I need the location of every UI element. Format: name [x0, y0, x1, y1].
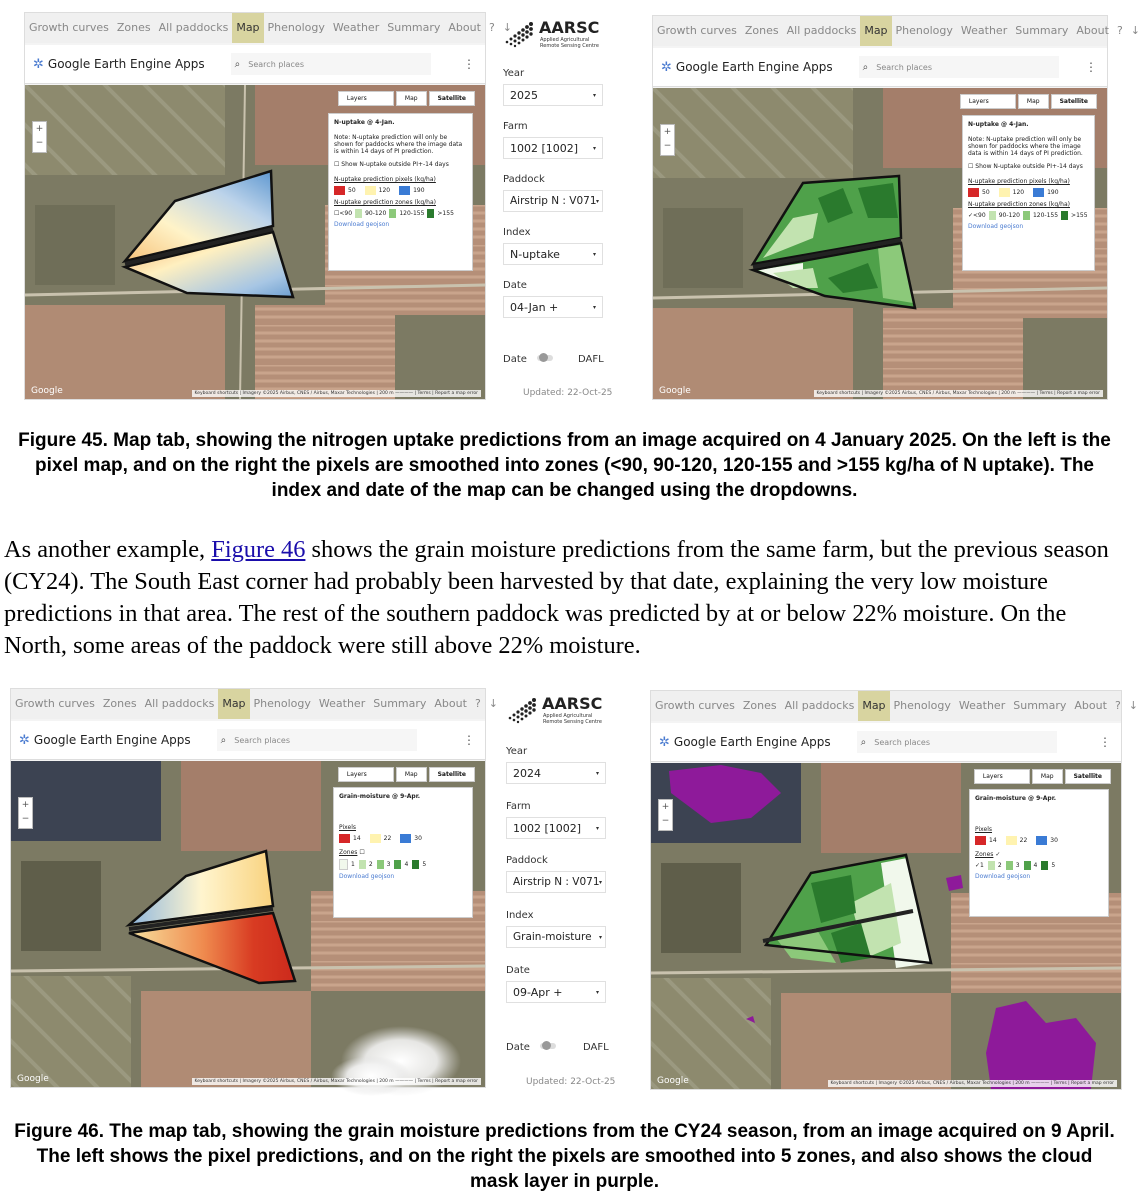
- gee-logo-icon: ✲: [659, 734, 670, 750]
- pixel-val-mid: 120: [378, 187, 391, 194]
- more-options-icon[interactable]: ⋮: [463, 733, 475, 747]
- year-select[interactable]: [506, 762, 606, 784]
- gee-header: [11, 721, 485, 760]
- zoom-out-button[interactable]: −: [661, 816, 670, 826]
- zoom-in-button[interactable]: +: [663, 127, 672, 137]
- swatch-high: [399, 186, 410, 195]
- tab-zones[interactable]: Zones: [742, 699, 777, 712]
- tab-zones[interactable]: Zones: [116, 21, 151, 34]
- google-label: Google: [17, 1074, 49, 1084]
- fig46-left-screenshot: [10, 688, 498, 1088]
- swatch-high: [1036, 836, 1047, 845]
- zone-val: 2: [997, 862, 1002, 869]
- zoom-control[interactable]: [32, 121, 47, 153]
- toggle-knob: [539, 353, 548, 362]
- chevron-down-icon: ▾: [598, 933, 602, 941]
- year-value: 2024: [513, 766, 541, 780]
- fig46-control-panel: [506, 744, 616, 1090]
- tab-phenology[interactable]: Phenology: [267, 21, 325, 34]
- farm-select[interactable]: [503, 137, 603, 159]
- tab-about[interactable]: About: [1076, 24, 1109, 37]
- tab-phenology[interactable]: Phenology: [893, 699, 951, 712]
- aarsc-line1: Applied Agricultural: [540, 37, 590, 43]
- farm-label: Farm: [503, 121, 528, 132]
- legend-note: Note: N-uptake prediction will only be shown for paddocks where the image data is within 14 days of PI prediction.: [968, 136, 1083, 157]
- zones-checkbox[interactable]: ☐: [357, 849, 365, 856]
- aarsc-logo-icon: [506, 696, 542, 726]
- zone-val: 5: [1051, 862, 1056, 869]
- help-icon[interactable]: ?: [488, 21, 495, 34]
- aarsc-logo: [506, 694, 616, 734]
- help-icon[interactable]: ?: [474, 697, 481, 710]
- toggle-knob: [542, 1041, 551, 1050]
- zoom-out-button[interactable]: −: [663, 141, 672, 151]
- chevron-down-icon: ▾: [595, 824, 599, 832]
- gee-logo-icon: ✲: [33, 56, 44, 72]
- map-area[interactable]: [651, 763, 1121, 1089]
- legend-note: Note: N-uptake prediction will only be shown for paddocks where the image data is within 14 days of PI prediction.: [334, 134, 463, 155]
- tab-all-paddocks[interactable]: All paddocks: [144, 697, 215, 710]
- layer-switcher[interactable]: [972, 769, 1111, 784]
- map-attribution: Keyboard shortcuts | Imagery ©2025 Airbus, CNES / Airbus, Maxar Technologies | 200 m ———— | Terms | Report a map error: [828, 1080, 1117, 1087]
- zone-val: 1: [980, 862, 984, 869]
- date-value: 04-Jan +: [510, 300, 559, 314]
- zone-check: ✓: [975, 862, 981, 869]
- dafl-label: DAFL: [578, 354, 604, 365]
- dafl-label: DAFL: [583, 1042, 609, 1053]
- pixel-val-low: 50: [982, 189, 990, 196]
- tab-bar: [653, 16, 1140, 46]
- zone-swatch: [339, 859, 348, 870]
- zone-swatch: [1041, 861, 1048, 870]
- legend-panel: [328, 113, 473, 271]
- map-attribution: Keyboard shortcuts | Imagery ©2025 Airbus, CNES / Airbus, Maxar Technologies | 200 m ———— | Terms | Report a map error: [192, 1078, 481, 1085]
- checkbox[interactable]: ☐: [334, 161, 342, 168]
- aarsc-logo-icon: [503, 20, 539, 50]
- pixels-title: Pixels: [975, 826, 993, 833]
- help-icon[interactable]: ?: [1116, 24, 1123, 37]
- map-button[interactable]: Map: [1018, 94, 1049, 109]
- year-select[interactable]: [503, 84, 603, 106]
- chevron-down-icon: ▾: [598, 878, 602, 886]
- satellite-button[interactable]: Satellite: [429, 767, 475, 782]
- search-box[interactable]: [859, 56, 1059, 78]
- tab-phenology[interactable]: Phenology: [895, 24, 953, 37]
- tab-summary[interactable]: Summary: [387, 21, 441, 34]
- layers-dropdown[interactable]: Layers: [960, 94, 1016, 109]
- search-box[interactable]: [231, 53, 431, 75]
- legend-title: N-uptake @ 4-Jan.: [968, 121, 1029, 128]
- gee-title: Google Earth Engine Apps: [47, 57, 205, 71]
- swatch-high: [1033, 188, 1044, 197]
- aarsc-line2: Remote Sensing Centre: [543, 719, 602, 725]
- aarsc-line2: Remote Sensing Centre: [540, 43, 599, 49]
- paddock-value: Airstrip N : V071: [513, 876, 600, 888]
- map-attribution: Keyboard shortcuts | Imagery ©2025 Airbus, CNES / Airbus, Maxar Technologies | 200 m ———— | Terms | Report a map error: [192, 390, 481, 397]
- tab-all-paddocks[interactable]: All paddocks: [784, 699, 855, 712]
- search-input[interactable]: Search places: [876, 62, 932, 72]
- zones-checkbox[interactable]: ✓: [993, 851, 1001, 858]
- google-label: Google: [659, 386, 691, 396]
- map-attribution: Keyboard shortcuts | Imagery ©2025 Airbus, CNES / Airbus, Maxar Technologies | 200 m ———— | Terms | Report a map error: [814, 390, 1103, 397]
- gee-header: [25, 45, 485, 84]
- zone-swatch: [1006, 861, 1013, 870]
- legend-title: Grain-moisture @ 9-Apr.: [975, 795, 1057, 802]
- download-geojson-link[interactable]: Download geojson: [339, 873, 395, 880]
- zoom-in-button[interactable]: +: [21, 800, 30, 810]
- more-options-icon[interactable]: ⋮: [463, 57, 475, 71]
- tab-map[interactable]: Map: [858, 691, 889, 721]
- date-label: Date: [503, 280, 527, 291]
- swatch-low: [968, 188, 979, 197]
- zone-val: >155: [437, 210, 454, 217]
- zone-swatch: [1061, 211, 1068, 220]
- tab-zones[interactable]: Zones: [102, 697, 137, 710]
- farm-value: 1002 [1002]: [510, 141, 579, 155]
- fig45-left-screenshot: [24, 12, 512, 400]
- zone-swatch: [355, 209, 362, 218]
- search-input[interactable]: Search places: [874, 737, 930, 747]
- date-dafl-toggle[interactable]: [540, 1043, 556, 1049]
- zone-val: <90: [339, 210, 353, 217]
- gee-logo-icon: ✲: [661, 59, 672, 75]
- zoom-control[interactable]: [660, 124, 675, 156]
- map-button[interactable]: Map: [1032, 769, 1063, 784]
- date-toggle-label: Date: [503, 354, 527, 365]
- search-icon: ⌕: [860, 736, 867, 748]
- paddock-select[interactable]: [503, 190, 603, 212]
- satellite-button[interactable]: Satellite: [1051, 94, 1097, 109]
- paddock-label: Paddock: [503, 174, 545, 185]
- zoom-in-button[interactable]: +: [661, 802, 670, 812]
- tab-summary[interactable]: Summary: [373, 697, 427, 710]
- zone-swatch: [359, 860, 366, 869]
- zone-val: 3: [386, 861, 391, 868]
- pixel-val-low: 14: [353, 835, 361, 842]
- date-value: 09-Apr +: [513, 985, 563, 999]
- legend-panel: [333, 787, 473, 918]
- download-geojson-link[interactable]: Download geojson: [334, 221, 390, 228]
- fig45-right-screenshot: [652, 15, 1140, 400]
- farm-label: Farm: [506, 801, 531, 812]
- zone-val: >155: [1071, 212, 1088, 219]
- map-area[interactable]: [25, 85, 485, 399]
- search-box[interactable]: [217, 729, 417, 751]
- zoom-control[interactable]: [18, 797, 33, 829]
- zones-title: N-uptake prediction zones (kg/ha): [968, 201, 1070, 208]
- swatch-mid: [999, 188, 1010, 197]
- swatch-high: [400, 834, 411, 843]
- paddock-select[interactable]: [506, 871, 606, 893]
- download-geojson-link[interactable]: Download geojson: [975, 873, 1031, 880]
- zones-title: N-uptake prediction zones (kg/ha): [334, 199, 436, 206]
- satellite-button[interactable]: Satellite: [429, 91, 475, 106]
- zoom-control[interactable]: [658, 799, 673, 831]
- search-input[interactable]: Search places: [234, 735, 290, 745]
- date-toggle-label: Date: [506, 1042, 530, 1053]
- zone-val: 90-120: [365, 210, 387, 217]
- download-icon[interactable]: ↓: [502, 21, 512, 34]
- pixel-val-high: 190: [413, 187, 425, 194]
- swatch-mid: [365, 186, 376, 195]
- index-value: Grain-moisture: [513, 931, 592, 943]
- tab-map[interactable]: Map: [232, 13, 263, 43]
- chevron-down-icon: ▾: [595, 988, 599, 996]
- zone-swatch: [1023, 211, 1030, 220]
- zone-swatch: [989, 211, 996, 220]
- search-icon: ⌕: [862, 61, 869, 73]
- paragraph-rest: shows the grain moisture predictions from the same farm, but the previous season (CY24). The South East corner had probably been harvested by that date, explaining the very low moisture predictions in that area. The rest of the southern paddock was predicted by at or below 22% moisture. On the North, some areas of the paddock were still above 22% moisture.: [4, 536, 1109, 659]
- figure-46-link[interactable]: Figure 46: [211, 536, 306, 563]
- tab-all-paddocks[interactable]: All paddocks: [158, 21, 229, 34]
- zone-val: 5: [422, 861, 427, 868]
- legend-title: Grain-moisture @ 9-Apr.: [339, 793, 421, 800]
- updated-text: Updated: 22-Oct-25: [526, 1077, 616, 1087]
- year-value: 2025: [510, 88, 538, 102]
- zones-title: Zones: [975, 851, 994, 858]
- gee-logo-icon: ✲: [19, 732, 30, 748]
- aarsc-name: AARSC: [542, 694, 603, 713]
- legend-panel: [969, 789, 1109, 917]
- swatch-low: [339, 834, 350, 843]
- legend-title: N-uptake @ 4-Jan.: [334, 119, 395, 126]
- paddock-value: Airstrip N : V071: [510, 195, 597, 207]
- pixel-val-high: 30: [1050, 837, 1058, 844]
- gee-header: [651, 723, 1121, 762]
- pixels-title: N-uptake prediction pixels (kg/ha): [968, 178, 1070, 185]
- tab-map[interactable]: Map: [860, 16, 891, 46]
- aarsc-logo: [503, 18, 613, 58]
- satellite-button[interactable]: Satellite: [1065, 769, 1111, 784]
- zone-swatch: [377, 860, 384, 869]
- tab-about[interactable]: About: [448, 21, 481, 34]
- figure-46-caption: Figure 46. The map tab, showing the grain moisture predictions from the CY24 season, from an image acquired on 9 April. The left shows the pixel predictions, and on the right the pixels are smoothed into 5 zones, and also shows the cloud mask layer in purple.: [14, 1121, 1115, 1192]
- zone-val: 4: [1033, 862, 1038, 869]
- pixel-val-low: 14: [989, 837, 997, 844]
- chevron-down-icon: ▾: [592, 91, 596, 99]
- download-icon[interactable]: ↓: [1130, 24, 1140, 37]
- zoom-in-button[interactable]: +: [35, 124, 44, 134]
- tab-bar: [25, 13, 512, 43]
- pixel-val-high: 190: [1047, 189, 1059, 196]
- body-paragraph: [4, 534, 1129, 662]
- swatch-low: [975, 836, 986, 845]
- tab-phenology[interactable]: Phenology: [253, 697, 311, 710]
- show-outside-label: Show N-uptake outside PI+-14 days: [975, 163, 1083, 170]
- gee-title: Google Earth Engine Apps: [673, 735, 831, 749]
- fig45-control-panel: [503, 66, 613, 406]
- chevron-down-icon: ▾: [592, 144, 596, 152]
- zone-val: 120-155: [1032, 212, 1059, 219]
- zone-val: 120-155: [399, 210, 425, 217]
- zone-check[interactable]: ✓: [968, 212, 974, 219]
- index-label: Index: [503, 227, 531, 238]
- layer-switcher[interactable]: [336, 767, 475, 782]
- zone-val: <90: [973, 212, 986, 219]
- zones-title: Zones: [339, 849, 358, 856]
- download-geojson-link[interactable]: Download geojson: [968, 223, 1024, 230]
- date-select[interactable]: [503, 296, 603, 318]
- show-outside-label: Show N-uptake outside PI+-14 days: [341, 161, 449, 168]
- tab-zones[interactable]: Zones: [744, 24, 779, 37]
- index-label: Index: [506, 910, 534, 921]
- date-select[interactable]: [506, 981, 606, 1003]
- chevron-down-icon: ▾: [595, 769, 599, 777]
- updated-text: Updated: 22-Oct-25: [523, 388, 613, 398]
- download-icon[interactable]: ↓: [488, 697, 498, 710]
- index-select[interactable]: [503, 243, 603, 265]
- date-label: Date: [506, 965, 530, 976]
- zone-swatch: [427, 209, 434, 218]
- zone-check[interactable]: ☐: [334, 210, 340, 217]
- layers-dropdown[interactable]: Layers: [974, 769, 1030, 784]
- pixel-val-mid: 120: [1012, 189, 1025, 196]
- tab-growth-curves[interactable]: Growth curves: [29, 21, 109, 34]
- index-select[interactable]: [506, 926, 606, 948]
- checkbox[interactable]: ☐: [968, 163, 976, 170]
- tab-growth-curves[interactable]: Growth curves: [655, 699, 735, 712]
- help-icon[interactable]: ?: [1114, 699, 1121, 712]
- search-box[interactable]: [857, 731, 1057, 753]
- farm-value: 1002 [1002]: [513, 821, 582, 835]
- tab-summary[interactable]: Summary: [1013, 699, 1067, 712]
- figure-45-caption: Figure 45. Map tab, showing the nitrogen uptake predictions from an image acquired on 4 January 2025. On the left is the pixel map, and on the right the pixels are smoothed into zones (<90, 90-120, 120-155 and >155 kg/ha of N uptake). The index and date of the map can be changed using the dropdowns.: [18, 430, 1111, 501]
- zone-val: 1: [351, 861, 355, 868]
- zone-swatch: [394, 860, 401, 869]
- tab-growth-curves[interactable]: Growth curves: [657, 24, 737, 37]
- zoom-out-button[interactable]: −: [21, 814, 30, 824]
- zone-swatch: [412, 860, 419, 869]
- chevron-down-icon: ▾: [592, 250, 596, 258]
- tab-weather[interactable]: Weather: [332, 21, 380, 34]
- tab-weather[interactable]: Weather: [960, 24, 1008, 37]
- zone-val: 4: [404, 861, 409, 868]
- download-icon[interactable]: ↓: [1128, 699, 1138, 712]
- more-options-icon[interactable]: ⋮: [1085, 60, 1097, 74]
- tab-bar: [11, 689, 498, 719]
- year-label: Year: [506, 746, 528, 757]
- more-options-icon[interactable]: ⋮: [1099, 735, 1111, 749]
- tab-weather[interactable]: Weather: [318, 697, 366, 710]
- tab-summary[interactable]: Summary: [1015, 24, 1069, 37]
- fig46-right-screenshot: [650, 690, 1138, 1090]
- layers-dropdown[interactable]: Layers: [338, 91, 394, 106]
- legend-panel: [962, 115, 1095, 271]
- zone-swatch: [389, 209, 396, 218]
- zone-swatch: [1024, 861, 1031, 870]
- pixels-title: Pixels: [339, 824, 357, 831]
- paragraph-intro: As another example,: [4, 536, 212, 563]
- zone-val: 90-120: [998, 212, 1020, 219]
- map-area[interactable]: [11, 761, 485, 1087]
- pixel-val-high: 30: [414, 835, 422, 842]
- search-input[interactable]: Search places: [248, 59, 304, 69]
- aarsc-line1: Applied Agricultural: [543, 713, 593, 719]
- layers-dropdown[interactable]: Layers: [338, 767, 394, 782]
- aarsc-name: AARSC: [539, 18, 600, 37]
- google-label: Google: [31, 386, 63, 396]
- search-icon: ⌕: [234, 58, 241, 70]
- zoom-out-button[interactable]: −: [35, 138, 44, 148]
- swatch-low: [334, 186, 345, 195]
- swatch-mid: [370, 834, 381, 843]
- pixels-title: N-uptake prediction pixels (kg/ha): [334, 176, 436, 183]
- tab-about[interactable]: About: [1074, 699, 1107, 712]
- zone-val: 3: [1015, 862, 1020, 869]
- zone-swatch: [988, 861, 995, 870]
- gee-title: Google Earth Engine Apps: [675, 60, 833, 74]
- layer-switcher[interactable]: [958, 94, 1097, 109]
- pixel-val-low: 50: [348, 187, 356, 194]
- pixel-val-mid: 22: [1019, 837, 1028, 844]
- index-value: N-uptake: [510, 247, 560, 261]
- map-button[interactable]: Map: [396, 91, 427, 106]
- gee-header: [653, 48, 1107, 87]
- swatch-mid: [1006, 836, 1017, 845]
- tab-weather[interactable]: Weather: [958, 699, 1006, 712]
- chevron-down-icon: ▾: [595, 197, 599, 205]
- tab-about[interactable]: About: [434, 697, 467, 710]
- tab-growth-curves[interactable]: Growth curves: [15, 697, 95, 710]
- chevron-down-icon: ▾: [592, 303, 596, 311]
- pixel-val-mid: 22: [383, 835, 392, 842]
- farm-select[interactable]: [506, 817, 606, 839]
- search-icon: ⌕: [220, 734, 227, 746]
- tab-bar: [651, 691, 1138, 721]
- tab-all-paddocks[interactable]: All paddocks: [786, 24, 857, 37]
- zone-val: 2: [368, 861, 373, 868]
- map-area[interactable]: [653, 88, 1107, 399]
- paddock-label: Paddock: [506, 855, 548, 866]
- year-label: Year: [503, 68, 525, 79]
- layer-switcher[interactable]: [336, 91, 475, 106]
- google-label: Google: [657, 1076, 689, 1086]
- tab-map[interactable]: Map: [218, 689, 249, 719]
- map-button[interactable]: Map: [396, 767, 427, 782]
- date-dafl-toggle[interactable]: [537, 355, 553, 361]
- gee-title: Google Earth Engine Apps: [33, 733, 191, 747]
